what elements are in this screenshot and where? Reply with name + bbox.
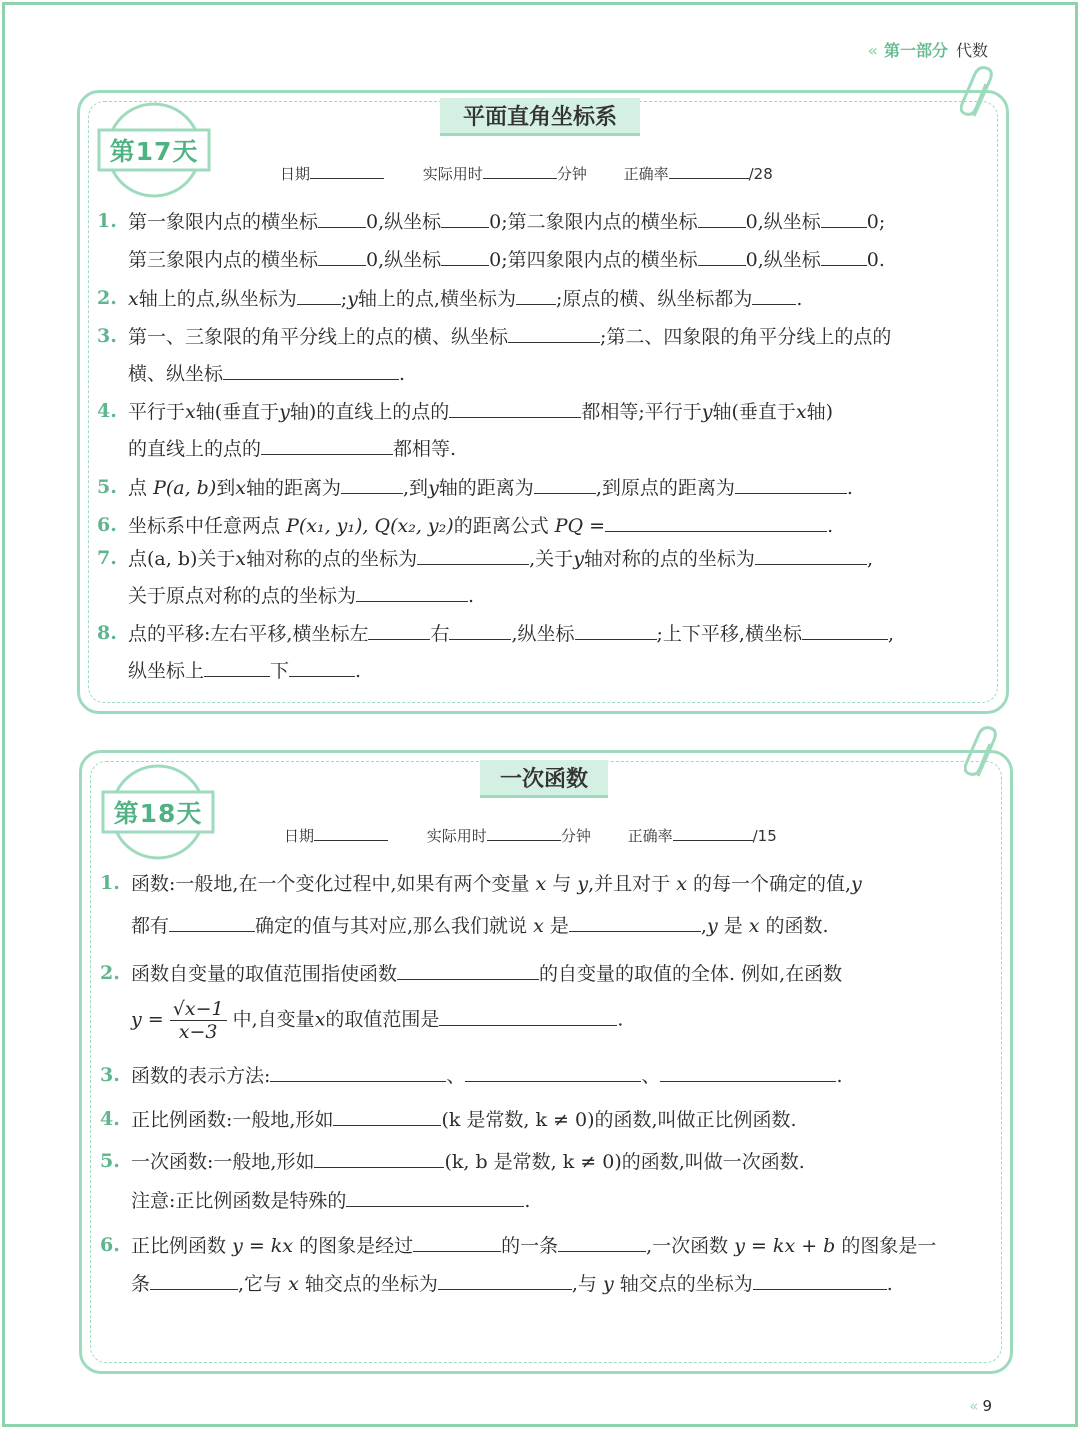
question-number: 2. bbox=[100, 962, 120, 984]
answer-blank[interactable] bbox=[698, 210, 746, 228]
question-line: 函数:一般地,在一个变化过程中,如果有两个变量 x 与 y,并且对于 x 的每一个确定的值,y bbox=[131, 873, 862, 895]
answer-blank[interactable] bbox=[755, 547, 867, 565]
question-number: 1. bbox=[97, 210, 117, 232]
answer-blank[interactable] bbox=[821, 210, 867, 228]
question-line: 第一、三象限的角平分线上的点的横、纵坐标 ;第二、四象限的角平分线上的点的 bbox=[128, 326, 892, 348]
meta-time-label: 实际用时 bbox=[422, 165, 483, 183]
question-line: 函数的表示方法: 、 、 . bbox=[131, 1065, 843, 1087]
answer-blank[interactable] bbox=[698, 248, 746, 266]
question-number: 3. bbox=[100, 1064, 120, 1086]
question-line: x轴上的点,纵坐标为 ;y轴上的点,横坐标为 ;原点的横、纵坐标都为 . bbox=[128, 288, 803, 310]
answer-blank[interactable] bbox=[150, 1272, 238, 1290]
answer-blank[interactable] bbox=[417, 547, 529, 565]
answer-blank[interactable] bbox=[575, 622, 657, 640]
answer-blank[interactable] bbox=[439, 1008, 617, 1026]
meta-minutes-label: 分钟 bbox=[560, 827, 591, 845]
meta-time-label: 实际用时 bbox=[426, 827, 487, 845]
answer-blank[interactable] bbox=[333, 1108, 441, 1126]
question-line: 点 P(a, b)到x轴的距离为 ,到y轴的距离为 ,到原点的距离为 . bbox=[128, 477, 853, 499]
date-blank[interactable] bbox=[310, 165, 384, 179]
answer-blank[interactable] bbox=[413, 1234, 501, 1252]
question-line: 坐标系中任意两点 P(x₁, y₁), Q(x₂, y₂)的距离公式 PQ = . bbox=[128, 515, 834, 537]
part-label: 第一部分 bbox=[883, 41, 948, 60]
answer-blank[interactable] bbox=[516, 287, 556, 305]
answer-blank[interactable] bbox=[441, 210, 489, 228]
question-line: y = $\frac{√x-1}{x-3}$ 中,自变量x的取值范围是 . bbox=[131, 998, 624, 1043]
day18-meta bbox=[284, 825, 777, 846]
question-line: 都有 确定的值与其对应,那么我们就说 x 是 ,y 是 x 的函数. bbox=[131, 915, 829, 937]
answer-blank[interactable] bbox=[605, 514, 827, 532]
time-blank[interactable] bbox=[487, 827, 561, 841]
answer-blank[interactable] bbox=[449, 622, 511, 640]
section-header bbox=[868, 38, 988, 61]
question-line: 平行于x轴(垂直于y轴)的直线上的点的 都相等;平行于y轴(垂直于x轴) bbox=[128, 401, 834, 423]
answer-blank[interactable] bbox=[753, 1272, 887, 1290]
answer-blank[interactable] bbox=[261, 437, 393, 455]
answer-blank[interactable] bbox=[449, 400, 581, 418]
meta-date-label: 日期 bbox=[280, 165, 311, 183]
question-line: 关于原点对称的点的坐标为 . bbox=[128, 585, 475, 607]
day17-title: 平面直角坐标系 bbox=[440, 98, 640, 136]
question-number: 3. bbox=[97, 325, 117, 347]
question-line: 点的平移:左右平移,横坐标左 右 ,纵坐标 ;上下平移,横坐标 , bbox=[128, 623, 895, 645]
day18-badge bbox=[99, 762, 217, 862]
answer-blank[interactable] bbox=[318, 248, 366, 266]
answer-blank[interactable] bbox=[346, 1189, 524, 1207]
question-line: 注意:正比例函数是特殊的 . bbox=[131, 1190, 531, 1212]
question-number: 5. bbox=[97, 476, 117, 498]
answer-blank[interactable] bbox=[465, 1064, 641, 1082]
accuracy-blank[interactable] bbox=[669, 165, 749, 179]
meta-total: /15 bbox=[752, 827, 777, 845]
paperclip-icon bbox=[960, 66, 1000, 122]
date-blank[interactable] bbox=[314, 827, 388, 841]
answer-blank[interactable] bbox=[356, 584, 468, 602]
question-line: 点(a, b)关于x轴对称的点的坐标为 ,关于y轴对称的点的坐标为 , bbox=[128, 548, 873, 570]
question-line: 一次函数:一般地,形如 (k, b 是常数, k ≠ 0)的函数,叫做一次函数. bbox=[131, 1151, 805, 1173]
answer-blank[interactable] bbox=[438, 1272, 572, 1290]
question-number: 8. bbox=[97, 622, 117, 644]
day18-label: 第18天 bbox=[113, 799, 203, 828]
answer-blank[interactable] bbox=[534, 476, 596, 494]
chevron-icon: « bbox=[867, 41, 878, 60]
question-number: 1. bbox=[100, 872, 120, 894]
meta-accuracy-label: 正确率 bbox=[623, 165, 669, 183]
answer-blank[interactable] bbox=[441, 248, 489, 266]
answer-blank[interactable] bbox=[397, 962, 539, 980]
question-line: 条 ,它与 x 轴交点的坐标为 ,与 y 轴交点的坐标为 . bbox=[131, 1273, 893, 1295]
answer-blank[interactable] bbox=[297, 287, 341, 305]
question-line: 的直线上的点的 都相等. bbox=[128, 438, 457, 460]
answer-blank[interactable] bbox=[314, 1150, 444, 1168]
subject-label: 代数 bbox=[955, 41, 988, 60]
fraction: $\frac{√x-1}{x-3}$ bbox=[170, 998, 227, 1043]
answer-blank[interactable] bbox=[341, 476, 403, 494]
question-number: 2. bbox=[97, 287, 117, 309]
answer-blank[interactable] bbox=[270, 1064, 446, 1082]
answer-blank[interactable] bbox=[735, 476, 847, 494]
day17-meta bbox=[280, 163, 773, 184]
question-number: 4. bbox=[97, 400, 117, 422]
question-number: 6. bbox=[97, 514, 117, 536]
answer-blank[interactable] bbox=[508, 325, 600, 343]
answer-blank[interactable] bbox=[569, 914, 701, 932]
accuracy-blank[interactable] bbox=[673, 827, 753, 841]
question-line: 正比例函数 y = kx 的图象是经过 的一条 ,一次函数 y = kx + b 的图象是一 bbox=[131, 1235, 937, 1257]
answer-blank[interactable] bbox=[660, 1064, 836, 1082]
answer-blank[interactable] bbox=[318, 210, 366, 228]
answer-blank[interactable] bbox=[169, 914, 255, 932]
answer-blank[interactable] bbox=[289, 659, 355, 677]
answer-blank[interactable] bbox=[558, 1234, 646, 1252]
question-line: 函数自变量的取值范围指使函数 的自变量的取值的全体. 例如,在函数 bbox=[131, 963, 843, 985]
meta-total: /28 bbox=[748, 165, 773, 183]
answer-blank[interactable] bbox=[204, 659, 270, 677]
question-line: 第三象限内点的横坐标 0,纵坐标 0;第四象限内点的横坐标 0,纵坐标 0. bbox=[128, 249, 885, 271]
answer-blank[interactable] bbox=[223, 362, 399, 380]
question-number: 7. bbox=[97, 547, 117, 569]
answer-blank[interactable] bbox=[802, 622, 888, 640]
answer-blank[interactable] bbox=[368, 622, 430, 640]
question-line: 正比例函数:一般地,形如 (k 是常数, k ≠ 0)的函数,叫做正比例函数. bbox=[131, 1109, 797, 1131]
question-line: 第一象限内点的横坐标 0,纵坐标 0;第二象限内点的横坐标 0,纵坐标 0; bbox=[128, 211, 886, 233]
question-line: 横、纵坐标 . bbox=[128, 363, 406, 385]
question-line: 纵坐标上 下 . bbox=[128, 660, 362, 682]
chevron-icon: « bbox=[969, 1397, 979, 1415]
meta-date-label: 日期 bbox=[284, 827, 315, 845]
question-number: 4. bbox=[100, 1108, 120, 1130]
day17-label: 第17天 bbox=[109, 137, 199, 166]
time-blank[interactable] bbox=[483, 165, 557, 179]
answer-blank[interactable] bbox=[752, 287, 796, 305]
meta-accuracy-label: 正确率 bbox=[627, 827, 673, 845]
page-number: « 9 bbox=[969, 1397, 992, 1415]
paperclip-icon bbox=[964, 726, 1004, 782]
day18-title: 一次函数 bbox=[480, 760, 608, 798]
meta-minutes-label: 分钟 bbox=[556, 165, 587, 183]
question-number: 6. bbox=[100, 1234, 120, 1256]
question-number: 5. bbox=[100, 1150, 120, 1172]
day17-badge bbox=[95, 100, 213, 200]
answer-blank[interactable] bbox=[821, 248, 867, 266]
